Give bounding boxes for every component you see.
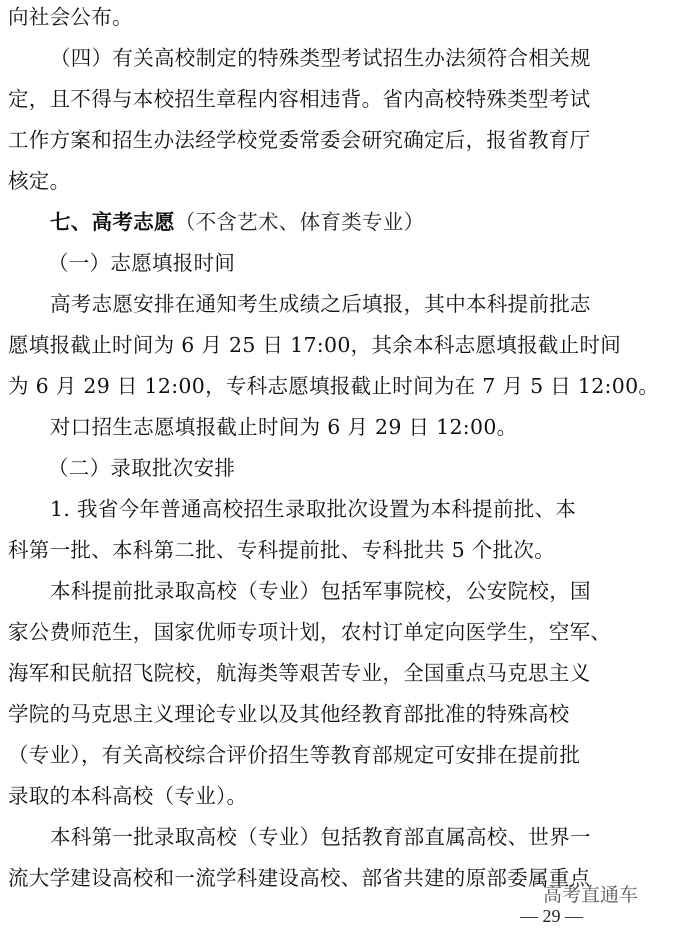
page-number: — 29 — <box>520 906 583 926</box>
text-line: 向社会公布。 <box>8 5 133 29</box>
text-line: 科第一批、本科第二批、专科提前批、专科批共 5 个批次。 <box>8 538 555 562</box>
section-heading-title: 七、高考志愿 <box>50 210 175 234</box>
paragraph-line: 本科提前批录取高校（专业）包括军事院校，公安院校，国 <box>50 579 591 603</box>
text-line: 核定。 <box>8 169 71 193</box>
subsection-heading: （二）录取批次安排 <box>48 456 236 480</box>
paragraph-line: 对口招生志愿填报截止时间为 6 月 29 日 12:00。 <box>50 415 518 439</box>
section-heading <box>50 207 424 237</box>
text-line: 海军和民航招飞院校，航海类等艰苦专业，全国重点马克思主义 <box>8 661 591 685</box>
paragraph-line: 1. 我省今年普通高校招生录取批次设置为本科提前批、本 <box>50 497 577 521</box>
text-line: （专业），有关高校综合评价招生等教育部规定可安排在提前批 <box>8 743 581 767</box>
watermark: 高考直通车 <box>543 884 639 906</box>
paragraph-line: （四）有关高校制定的特殊类型考试招生办法须符合相关规 <box>50 46 591 70</box>
text-line: 流大学建设高校和一流学科建设高校、部省共建的原部委属重点 <box>8 866 591 890</box>
text-line: 工作方案和招生办法经学校党委常委会研究确定后，报省教育厅 <box>8 128 591 152</box>
text-line: 录取的本科高校（专业）。 <box>8 784 248 808</box>
text-line: 定，且不得与本校招生章程内容相违背。省内高校特殊类型考试 <box>8 87 591 111</box>
paragraph-line: 本科第一批录取高校（专业）包括教育部直属高校、世界一 <box>50 825 591 849</box>
text-line: 家公费师范生，国家优师专项计划，农村订单定向医学生，空军、 <box>8 620 612 644</box>
subsection-heading: （一）志愿填报时间 <box>48 251 236 275</box>
paragraph-line: 高考志愿安排在通知考生成绩之后填报，其中本科提前批志 <box>50 292 591 316</box>
section-heading-note: （不含艺术、体育类专业） <box>174 210 425 234</box>
text-line: 学院的马克思主义理论专业以及其他经教育部批准的特殊高校 <box>8 702 570 726</box>
text-line: 为 6 月 29 日 12:00，专科志愿填报截止时间为在 7 月 5 日 12:00。 <box>8 374 660 398</box>
text-line: 愿填报截止时间为 6 月 25 日 17:00，其余本科志愿填报截止时间 <box>8 333 622 357</box>
